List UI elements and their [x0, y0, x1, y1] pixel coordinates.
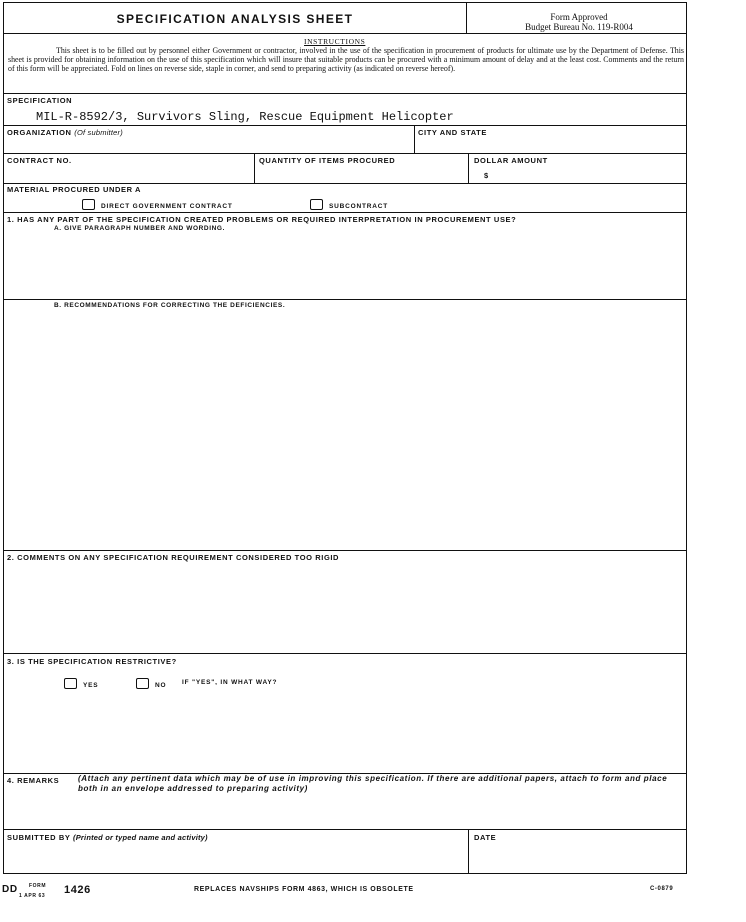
organization-label-text: ORGANIZATION	[7, 128, 72, 137]
question-4-note: (Attach any pertinent data which may be of use in improving this specification. If there are additional papers, attach to form and place both in an envelope addressed to preparing activity)	[78, 774, 668, 793]
form-prefix: DD	[2, 884, 18, 895]
organization-field[interactable]	[24, 137, 404, 153]
submitted-by-label	[7, 833, 208, 842]
form-approved-label: Form Approved	[550, 12, 608, 22]
submitted-by-field[interactable]	[7, 845, 462, 871]
date-field[interactable]	[474, 845, 682, 871]
no-option[interactable]	[136, 678, 166, 689]
divider	[4, 125, 686, 126]
question-3-label: 3. IS THE SPECIFICATION RESTRICTIVE?	[7, 657, 177, 666]
submitted-by-label-text: SUBMITTED BY	[7, 833, 71, 842]
divider	[4, 153, 686, 154]
yes-text: YES	[83, 682, 99, 689]
question-4-label-text: 4. REMARKS	[7, 776, 60, 785]
dollar-amount-field[interactable]	[494, 165, 684, 181]
organization-label	[7, 128, 123, 137]
question-1a-field[interactable]	[7, 235, 683, 297]
divider	[254, 153, 255, 183]
question-2-field[interactable]	[7, 563, 683, 651]
divider	[4, 299, 686, 300]
contract-no-field[interactable]	[7, 165, 252, 181]
contract-no-label: CONTRACT NO.	[7, 156, 72, 165]
question-4-field[interactable]	[7, 798, 683, 826]
quantity-label: QUANTITY OF ITEMS PROCURED	[259, 156, 396, 165]
specification-value[interactable]: MIL-R-8592/3, Survivors Sling, Rescue Equipment Helicopter	[36, 110, 454, 124]
divider	[4, 33, 686, 34]
organization-note: (Of submitter)	[74, 128, 123, 137]
dollar-amount-label: DOLLAR AMOUNT	[474, 156, 548, 165]
material-procured-label: MATERIAL PROCURED UNDER A	[7, 185, 142, 194]
question-2-label: 2. COMMENTS ON ANY SPECIFICATION REQUIREMENT CONSIDERED TOO RIGID	[7, 553, 340, 562]
divider	[468, 829, 469, 873]
form-title: SPECIFICATION ANALYSIS SHEET	[116, 12, 354, 26]
direct-contract-checkbox[interactable]	[82, 199, 95, 210]
header-divider	[466, 3, 467, 33]
replaces-notice: REPLACES NAVSHIPS FORM 4863, WHICH IS OBSOLETE	[194, 886, 414, 893]
direct-contract-option[interactable]	[82, 199, 233, 210]
subcontract-checkbox[interactable]	[310, 199, 323, 210]
question-1a-label: A. GIVE PARAGRAPH NUMBER AND WORDING.	[54, 225, 225, 232]
divider	[4, 93, 686, 94]
subcontract-option[interactable]	[310, 199, 388, 210]
subcontract-text: SUBCONTRACT	[329, 203, 388, 210]
divider	[4, 212, 686, 213]
question-4-label	[7, 776, 59, 785]
budget-bureau-number: Budget Bureau No. 119-R004	[525, 22, 633, 32]
city-state-field[interactable]	[418, 137, 683, 153]
yes-checkbox[interactable]	[64, 678, 77, 689]
divider	[468, 153, 469, 183]
divider	[4, 550, 686, 551]
form-word: FORM	[29, 883, 47, 889]
form-number: 1426	[64, 884, 91, 896]
divider	[4, 183, 686, 184]
question-1b-label: B. RECOMMENDATIONS FOR CORRECTING THE DEFICIENCIES.	[54, 302, 286, 309]
question-1-label: 1. HAS ANY PART OF THE SPECIFICATION CREATED PROBLEMS OR REQUIRED INTERPRETATION IN PROCUREMENT USE?	[7, 215, 517, 224]
submitted-by-note: (Printed or typed name and activity)	[73, 833, 208, 842]
restrictive-followup-label: IF "YES", IN WHAT WAY?	[182, 679, 278, 686]
form-date: 1 APR 63	[19, 893, 46, 899]
question-1b-field[interactable]	[7, 313, 683, 548]
question-3-field[interactable]	[7, 693, 683, 771]
divider	[4, 653, 686, 654]
no-text: NO	[155, 682, 167, 689]
divider	[4, 829, 686, 830]
dollar-sign: $	[484, 171, 489, 180]
form-code: C-0879	[650, 886, 674, 892]
yes-option[interactable]	[64, 678, 98, 689]
direct-contract-text: DIRECT GOVERNMENT CONTRACT	[101, 203, 233, 210]
quantity-field[interactable]	[259, 165, 464, 181]
specification-analysis-form	[3, 2, 687, 874]
city-state-label: CITY AND STATE	[418, 128, 487, 137]
divider	[414, 125, 415, 153]
instructions-heading: INSTRUCTIONS	[304, 37, 366, 46]
instructions-text: This sheet is to be filled out by personnel either Government or contractor, involved in the use of the specification in procurement of products for ultimate use by the Department of Defense. This sheet is provided for obtaining information on the use of this specification which will insure that suitable products can be procured with a minimum amount of delay and at the least cost. Comments and the return of this form will be appreciated. Fold on lines on reverse side, staple in corner, and send to preparing activity (as indicated on reverse hereof).	[8, 46, 684, 74]
specification-label: SPECIFICATION	[7, 96, 73, 105]
no-checkbox[interactable]	[136, 678, 149, 689]
date-label: DATE	[474, 833, 497, 842]
